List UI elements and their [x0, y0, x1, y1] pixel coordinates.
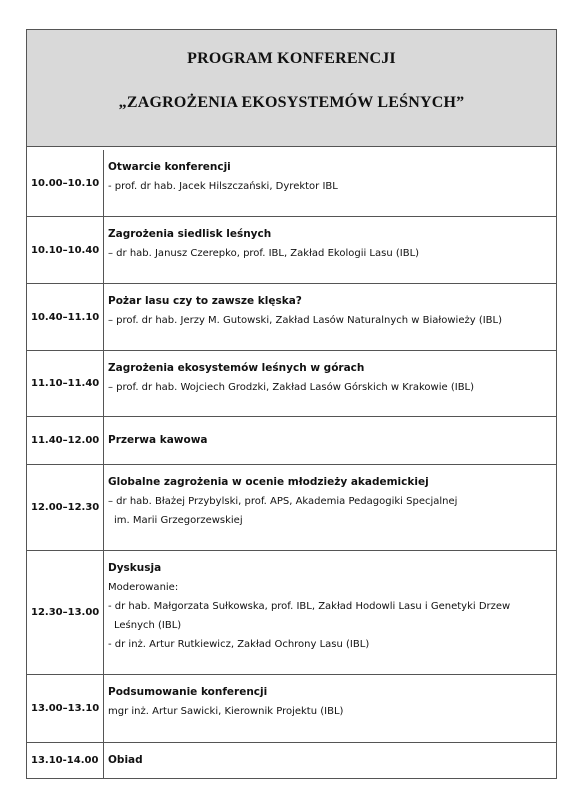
session-title: Przerwa kawowa — [108, 434, 208, 446]
schedule-rows — [27, 147, 556, 778]
session-title: Podsumowanie konferencji — [108, 686, 268, 698]
schedule-content — [104, 351, 556, 416]
schedule-content — [104, 284, 556, 350]
session-title: Dyskusja — [108, 562, 162, 574]
speaker-line: im. Marii Grzegorzewskiej — [114, 515, 243, 526]
speaker-line: - prof. dr hab. Jacek Hilszczański, Dyrektor IBL — [108, 181, 338, 192]
speaker-line: – prof. dr hab. Wojciech Grodzki, Zakład Lasów Górskich w Krakowie (IBL) — [108, 382, 475, 393]
program-header — [27, 30, 556, 147]
speaker-line: – dr hab. Janusz Czerepko, prof. IBL, Zakład Ekologii Lasu (IBL) — [108, 248, 420, 259]
schedule-time: 10.10–10.40 — [27, 217, 104, 283]
schedule-time: 10.40–11.10 — [27, 284, 104, 350]
speaker-line: – prof. dr hab. Jerzy M. Gutowski, Zakład Lasów Naturalnych w Białowieży (IBL) — [108, 315, 503, 326]
schedule-row — [27, 150, 556, 216]
schedule-row — [27, 350, 556, 416]
schedule-time: 13.10-14.00 — [27, 743, 104, 778]
schedule-row — [27, 416, 556, 464]
schedule-content — [104, 417, 556, 464]
conference-name: „ZAGROŻENIA EKOSYSTEMÓW LEŚNYCH” — [118, 94, 465, 111]
session-title: Otwarcie konferencji — [108, 161, 231, 173]
schedule-row — [27, 464, 556, 550]
schedule-row — [27, 283, 556, 350]
schedule-time: 12.30–13.00 — [27, 551, 104, 674]
schedule-time: 12.00–12.30 — [27, 465, 104, 550]
schedule-content — [104, 743, 556, 778]
session-title: Globalne zagrożenia w ocenie młodzieży akademickiej — [108, 476, 429, 488]
schedule-time: 11.40–12.00 — [27, 417, 104, 464]
schedule-content — [104, 465, 556, 550]
schedule-row — [27, 216, 556, 283]
schedule-row — [27, 742, 556, 778]
schedule-time: 10.00–10.10 — [27, 150, 104, 216]
speaker-line: - dr inż. Artur Rutkiewicz, Zakład Ochrony Lasu (IBL) — [108, 639, 370, 650]
schedule-time: 11.10–11.40 — [27, 351, 104, 416]
speaker-line: – dr hab. Błażej Przybylski, prof. APS, Akademia Pedagogiki Specjalnej — [108, 496, 458, 507]
session-title: Pożar lasu czy to zawsze klęska? — [108, 295, 302, 307]
program-table — [26, 29, 557, 779]
schedule-content — [104, 217, 556, 283]
session-title: Zagrożenia ekosystemów leśnych w górach — [108, 362, 365, 374]
moderation-label: Moderowanie: — [108, 582, 179, 593]
speaker-line: Leśnych (IBL) — [114, 620, 182, 631]
program-title: PROGRAM KONFERENCJI — [187, 50, 396, 67]
session-title: Obiad — [108, 754, 143, 766]
schedule-content — [104, 551, 556, 674]
speaker-line: mgr inż. Artur Sawicki, Kierownik Projektu (IBL) — [108, 706, 344, 717]
schedule-time: 13.00–13.10 — [27, 675, 104, 742]
schedule-content — [104, 675, 556, 742]
session-title: Zagrożenia siedlisk leśnych — [108, 228, 272, 240]
schedule-content — [104, 150, 556, 216]
speaker-line: - dr hab. Małgorzata Sułkowska, prof. IBL, Zakład Hodowli Lasu i Genetyki Drzew — [108, 601, 511, 612]
schedule-row — [27, 674, 556, 742]
schedule-row — [27, 550, 556, 674]
